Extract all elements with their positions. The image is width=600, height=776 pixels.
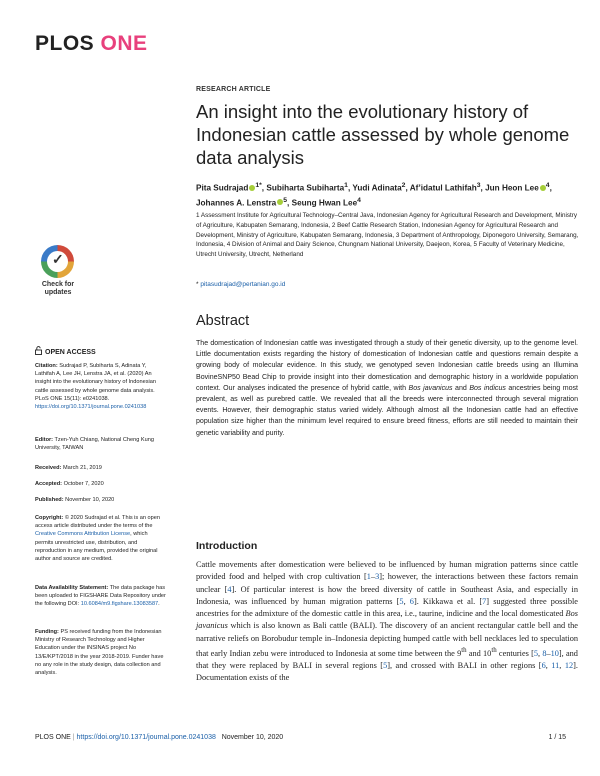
- check-updates-label: Check for updates: [41, 281, 75, 296]
- author-affiliation-marker: 3: [476, 182, 481, 189]
- editor-block: Editor: Tzen-Yuh Chiang, National Cheng Kung University, TAIWAN: [35, 437, 154, 452]
- author-separator: ,: [287, 198, 292, 208]
- check-for-updates-badge[interactable]: [36, 245, 80, 301]
- ref-link[interactable]: 12: [564, 660, 574, 670]
- logo-text-one: ONE: [100, 32, 148, 55]
- author-name[interactable]: Johannes A. Lenstra: [196, 198, 277, 208]
- ref-link[interactable]: 7: [482, 596, 487, 606]
- author-separator: ,: [347, 183, 353, 193]
- abstract-text: The domestication of Indonesian cattle was investigated through a study of their genetic diversity, up to the genome level. Little documentation exists regarding the history of domestication of Indonesian cattle and questions remain despite a growing body of molecular evidence. In this study, we genotyped seven Indonesian cattle breeds using an Illumina BovineSNP50 Bead Chip to provide insight into their domestication and demographic history in a worldwide population context. Our analyses indicated the presence of hybrid cattle, with Bos javanicus and Bos indicus ancestries being most prevalent, as well as purebred cattle. We revealed that all the breeds were interconnected through several migration events. However, their demographic status varied widely. Although almost all the Indonesian cattle had an effective population size higher than the minimum level required to ensure breed fitness, efforts are still needed to maintain their genetic variability and purity.: [196, 340, 578, 437]
- author-affiliation-marker: 1*: [255, 182, 262, 189]
- published-date: Published: November 10, 2020: [35, 497, 115, 503]
- ref-link[interactable]: 1: [366, 572, 371, 582]
- footer-date: November 10, 2020: [221, 734, 284, 741]
- author-name[interactable]: Subiharta Subiharta: [266, 183, 345, 193]
- ref-link[interactable]: 11: [551, 660, 560, 670]
- ref-link[interactable]: 6: [541, 660, 546, 670]
- funding-block: Funding: PS received funding from the Indonesian Ministry of Research Technology and Higher Education under the INSINAS project No 13/E/KPT/2018 in the year 2018-2019. Funder have no any role in the study design, data collection and analysis.: [35, 629, 164, 677]
- author-list: [196, 180, 576, 209]
- author-name[interactable]: Af’idatul Lathifah: [409, 183, 477, 193]
- footer-doi-link[interactable]: https://doi.org/10.1371/journal.pone.0241038: [76, 734, 216, 741]
- author-affiliation-marker: 4: [357, 196, 361, 204]
- footer-separator: |: [72, 734, 75, 741]
- data-availability-block: Data Availability Statement: The data package has been uploaded to FIGSHARE Data Repository under the following DOI: 10.6084/m9.figshare.13083587.: [35, 585, 166, 608]
- license-link[interactable]: Creative Commons Attribution License: [35, 531, 131, 538]
- author-name[interactable]: Jun Heon Lee: [485, 183, 539, 193]
- citation-block: Citation: Sudrajad P, Subiharta S, Adinata Y, Lathifah A, Lee JH, Lenstra JA, et al. (2020) An insight into the evolutionary history of Indonesian cattle assessed by whole genome data analysis. PLoS ONE 15(11): e0241038. https://doi.org/10.1371/journal.pone.0241038: [35, 363, 156, 411]
- ref-link[interactable]: 8: [542, 648, 547, 658]
- citation-doi-link[interactable]: https://doi.org/10.1371/journal.pone.0241038: [35, 404, 147, 411]
- ref-link[interactable]: 4: [227, 584, 232, 594]
- author-name[interactable]: Pita Sudrajad: [196, 183, 249, 193]
- copyright-block: Copyright: © 2020 Sudrajad et al. This is an open access article distributed under the terms of the Creative Commons Attribution License, which permits unrestricted use, distribution, and reproduction in any medium, provided the original author and source are credited.: [35, 515, 160, 563]
- open-access-label: OPEN ACCESS: [35, 346, 96, 356]
- author-separator: ,: [549, 183, 552, 193]
- affiliations: 1 Assessment Institute for Agricultural Technology–Central Java, Indonesian Agency for Agricultural Research and Development, Ministry of Agriculture, Kabupaten Semarang, Indonesia, 2 Beef Cattle Research Station, Indonesian Agency for Agricultural Research and Development, Ministry of Agriculture, Kabupaten Semarang, Indonesia, 3 Department of Anthropology, Diponegoro University, Semarang, Indonesia, 4 Division of Animal and Dairy Science, Chungnam National University, Daejeon, Korea, 5 Faculty of Veterinary Medicine, Utrecht University, Utrecht, Netherland: [196, 212, 579, 259]
- author-name[interactable]: Yudi Adinata: [352, 183, 402, 193]
- ref-link[interactable]: 5: [533, 648, 539, 658]
- author-affiliation-marker: 1: [344, 182, 348, 189]
- received-date: Received: March 21, 2019: [35, 465, 102, 471]
- corresponding-author: [196, 281, 285, 288]
- author-affiliation-marker: 4: [545, 182, 550, 189]
- ref-link[interactable]: 6: [409, 596, 414, 606]
- abstract-heading: Abstract: [196, 313, 250, 329]
- open-lock-icon: [35, 346, 42, 355]
- author-name[interactable]: Seung Hwan Lee: [291, 198, 358, 208]
- footer-journal: PLOS ONE: [35, 734, 71, 741]
- page-number: 1 / 15: [548, 734, 566, 741]
- author-affiliation-marker: 2: [401, 182, 406, 189]
- corresponding-star: *: [196, 281, 199, 288]
- article-type: RESEARCH ARTICLE: [196, 86, 271, 93]
- article-title: An insight into the evolutionary history of Indonesian cattle assessed by whole genome data analysis: [196, 101, 570, 168]
- corresponding-email-link[interactable]: pitasudrajad@pertanian.go.id: [200, 281, 286, 288]
- logo-text-plos: PLOS: [35, 32, 95, 55]
- author-separator: ,: [405, 183, 410, 193]
- ref-link[interactable]: 3: [375, 572, 380, 582]
- author-separator: ,: [261, 183, 267, 193]
- introduction-text: Cattle movements after domestication were believed to be influenced by human migration patterns since cattle provided food and helped with crop cultivation [1–3]; however, the interactions between these factors remain unclear [4]. Of particular interest is how the breed diversity of cattle in Southeast Asia, and especially in Indonesia, was influenced by human migration patterns [5, 6]. Kikkawa et al. [7] suggested three possible ancestries for the admixture of the domestic cattle in this area, i.e., taurine, indicine and the local domesticated Bos javanicus which is also known as Bali cattle (BALI). The discovery of an ancient rectangular cattle bell and the narrative reliefs on Borobudur temple in–Indonesia depicting humped cattle with bell necklaces led to speculation that early Indian zebu were introduced to Indonesia at some time between the 9th and 10th centuries [5, 8–10], and that they were replaced by BALI in several regions [5], and crossed with BALI in other regions [6, 11, 12]. Documentation exists of the: [196, 560, 579, 683]
- ref-link[interactable]: 5: [383, 660, 388, 670]
- ref-link[interactable]: 5: [399, 596, 404, 606]
- ref-link[interactable]: 10: [550, 648, 559, 658]
- author-affiliation-marker: 5: [283, 196, 288, 204]
- author-separator: ,: [480, 183, 486, 193]
- page-footer: [35, 734, 565, 741]
- figshare-doi-link[interactable]: 10.6084/m9.figshare.13083587: [80, 601, 159, 608]
- journal-logo: [35, 32, 148, 56]
- accepted-date: Accepted: October 7, 2020: [35, 481, 104, 487]
- introduction-heading: Introduction: [196, 540, 258, 552]
- check-updates-icon: ✓: [41, 245, 74, 278]
